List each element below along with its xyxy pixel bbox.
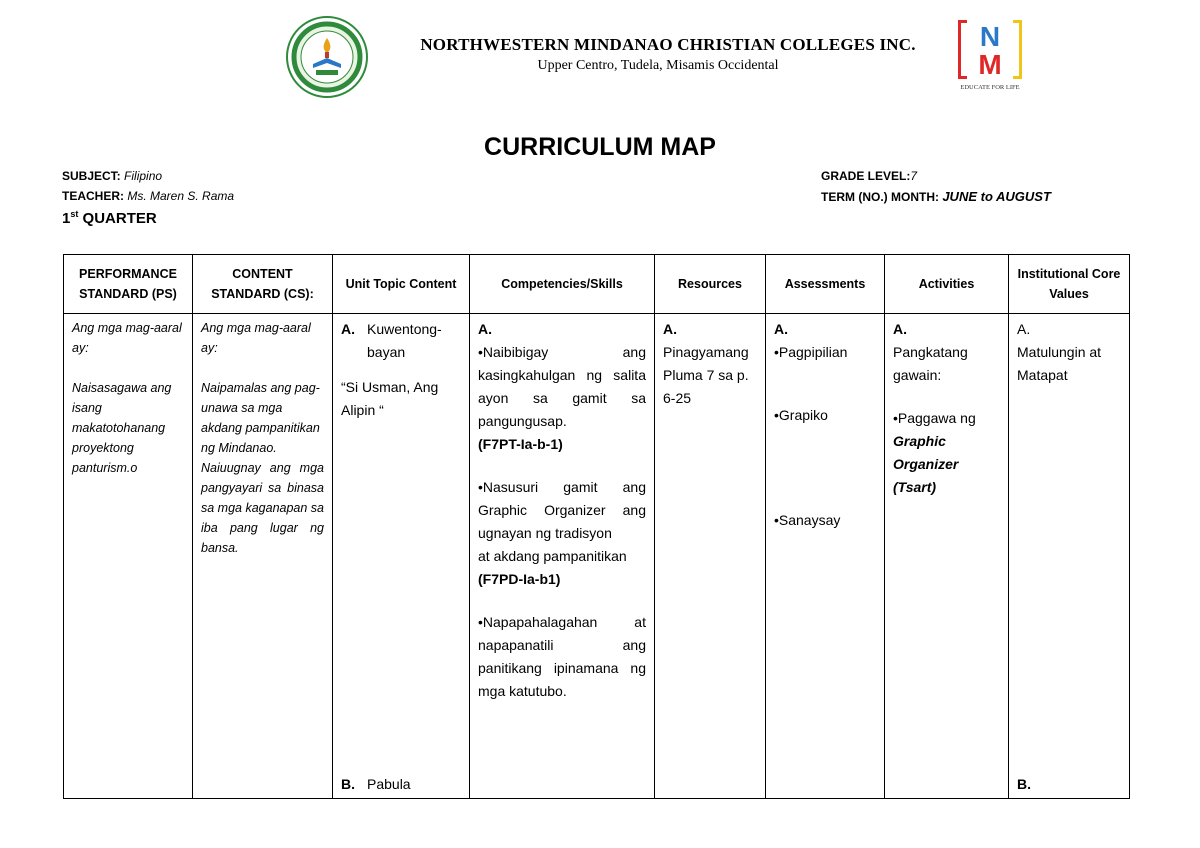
logo-letter-n: N [979, 21, 1001, 52]
resources-cell [655, 314, 766, 799]
assess-item-1: •Pagpipilian [774, 344, 848, 360]
unit-item-b [341, 773, 411, 796]
act-letter: A. [893, 321, 907, 337]
curriculum-table [63, 254, 1130, 799]
grade-line [821, 169, 917, 183]
comp-letter: A. [478, 321, 492, 337]
grade-label: GRADE LEVEL: [821, 169, 911, 183]
subject-value: Filipino [124, 169, 163, 183]
header-resources: Resources [655, 255, 766, 314]
comp-item-2b: at akdang pampanitikan [478, 548, 627, 564]
cs-cell [193, 314, 333, 799]
header-unit-topic: Unit Topic Content [333, 255, 470, 314]
assessments-cell [766, 314, 885, 799]
assess-item-2: •Grapiko [774, 407, 828, 423]
unit-item-a [341, 318, 461, 364]
school-name: NORTHWESTERN MINDANAO CHRISTIAN COLLEGES INC. [420, 35, 916, 54]
act-item-italic: Graphic Organizer (Tsart) [893, 433, 959, 495]
school-seal-logo [286, 16, 368, 98]
values-a-text: Matulungin at Matapat [1017, 344, 1102, 383]
quarter-heading [62, 209, 157, 227]
subject-label: SUBJECT: [62, 169, 121, 183]
ps-text: Naisasagawa ang isang makatotohanang proyektong panturism.o [72, 381, 172, 475]
comp-code-1: (F7PT-Ia-b-1) [478, 436, 563, 452]
assess-item-3: •Sanaysay [774, 512, 841, 528]
unit-a-story: “Si Usman, Ang Alipin “ [341, 379, 439, 418]
header-activities: Activities [885, 255, 1009, 314]
activities-cell [885, 314, 1009, 799]
values-b-letter: B. [1017, 776, 1031, 792]
subject-line [62, 169, 162, 183]
header-performance-standard: PERFORMANCE STANDARD (PS) [64, 255, 193, 314]
comp-code-2: (F7PD-Ia-b1) [478, 571, 561, 587]
table-row [64, 314, 1130, 799]
term-line [821, 189, 1051, 204]
ps-intro: Ang mga mag-aaral ay: [72, 321, 182, 355]
nm-brand-logo [955, 18, 1025, 94]
unit-b-text: Pabula [367, 776, 411, 792]
page-title: CURRICULUM MAP [484, 133, 716, 161]
unit-a-letter: A. [341, 321, 355, 337]
grade-value: 7 [910, 169, 918, 183]
teacher-line [62, 189, 234, 203]
cs-text-1: Naipamalas ang pag-unawa sa mga akdang pampanitikan ng Mindanao. [201, 381, 320, 455]
quarter-suffix: st [70, 209, 79, 219]
school-address: Upper Centro, Tudela, Misamis Occidental [537, 58, 779, 73]
teacher-label: TEACHER: [62, 189, 124, 203]
quarter-number: 1 [62, 210, 71, 227]
act-item: •Paggawa ng [893, 410, 976, 426]
header-content-standard: CONTENT STANDARD (CS): [193, 255, 333, 314]
ps-cell [64, 314, 193, 799]
comp-item-1: •Naibibigay ang kasingkahulgan ng salita ayon sa gamit sa pangungusap. [478, 344, 646, 429]
act-text: Pangkatang gawain: [893, 344, 968, 383]
teacher-value: Ms. Maren S. Rama [127, 189, 235, 203]
comp-item-3: •Napapahalagahan at napapanatili ang panitikang ipinamana ng mga katutubo. [478, 614, 646, 699]
unit-b-letter: B. [341, 776, 355, 792]
res-letter: A. [663, 321, 677, 337]
assess-letter: A. [774, 321, 788, 337]
school-header [0, 14, 1200, 94]
unit-a-text: Kuwentong-bayan [367, 321, 442, 360]
term-value: JUNE to AUGUST [942, 189, 1051, 204]
quarter-text: QUARTER [82, 210, 157, 227]
cs-intro: Ang mga mag-aaral ay: [201, 321, 311, 355]
values-a-letter: A. [1017, 321, 1031, 337]
unit-cell [333, 314, 470, 799]
table-header-row [64, 255, 1130, 314]
cs-text-2: Naiuugnay ang mga pangyayari sa binasa sa mga kaganapan sa iba pang lugar ng bansa. [201, 461, 325, 555]
term-label: TERM (NO.) MONTH: [821, 190, 939, 204]
res-text: Pinagyamang Pluma 7 sa p. 6-25 [663, 344, 749, 406]
comp-item-2: •Nasusuri gamit ang Graphic Organizer ang ugnayan ng tradisyon [478, 479, 646, 541]
core-values-cell [1009, 314, 1130, 799]
competencies-cell [470, 314, 655, 799]
header-competencies: Competencies/Skills [470, 255, 655, 314]
header-assessments: Assessments [766, 255, 885, 314]
logo-letter-m: M [978, 49, 1002, 80]
header-core-values: Institutional Core Values [1009, 255, 1130, 314]
logo-tagline: EDUCATE FOR LIFE [960, 84, 1020, 91]
